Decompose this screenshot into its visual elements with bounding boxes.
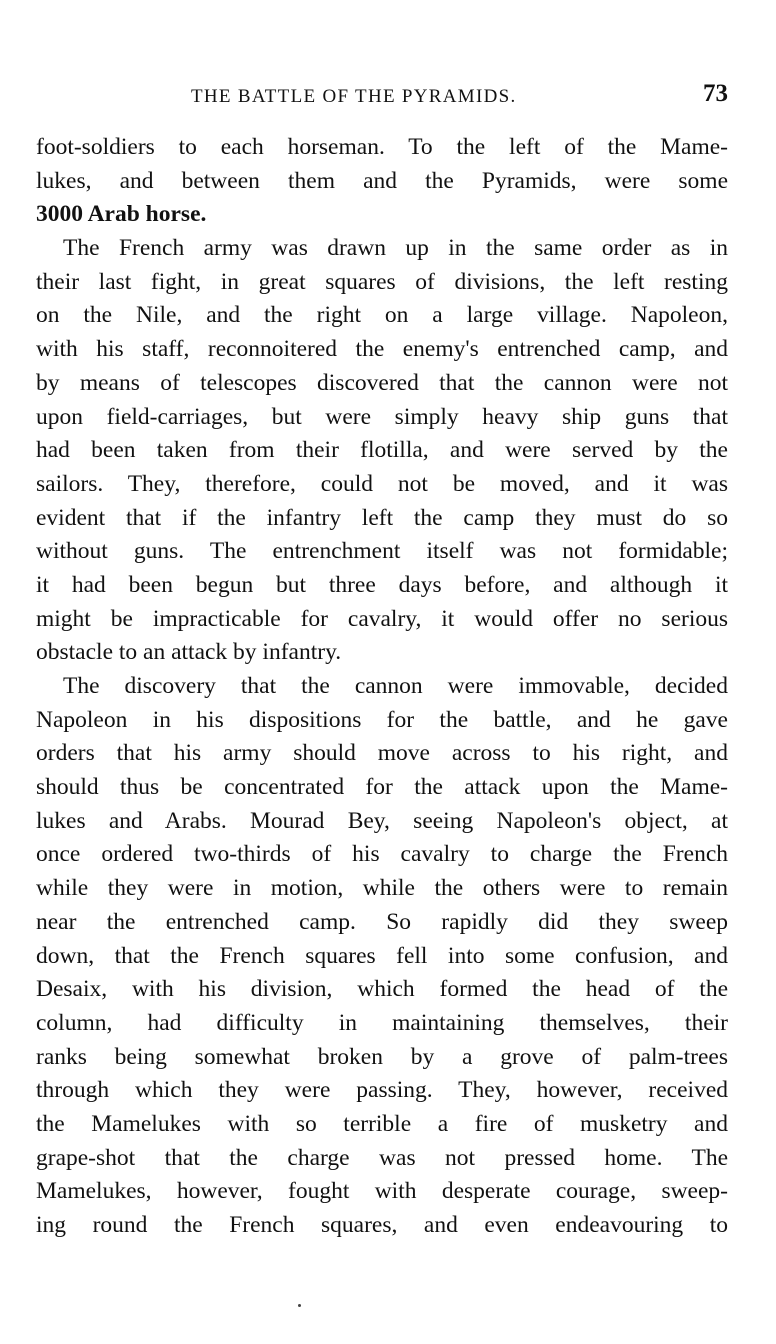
text-line: Mamelukes, however, fought with desperate courage, sweep- <box>36 1178 728 1205</box>
text-line: once ordered two-thirds of his cavalry to charge the French <box>36 841 728 868</box>
text-line: 3000 Arab horse. <box>36 201 207 228</box>
text-line: The French army was drawn up in the same order as in <box>63 235 728 262</box>
text-line: the Mamelukes with so terrible a fire of musketry and <box>36 1110 728 1137</box>
text-line: down, that the French squares fell into some confusion, and <box>36 942 728 969</box>
text-line: through which they were passing. They, however, received <box>36 1077 728 1104</box>
text-line: by means of telescopes discovered that the cannon were not <box>36 369 728 396</box>
text-line: upon field-carriages, but were simply heavy ship guns that <box>36 403 728 430</box>
text-line: should thus be concentrated for the attack upon the Mame- <box>36 774 728 801</box>
running-title: THE BATTLE OF THE PYRAMIDS. <box>191 86 517 107</box>
text-line: lukes, and between them and the Pyramids, were some <box>36 167 728 194</box>
text-line: foot-soldiers to each horseman. To the left of the Mame- <box>36 134 728 160</box>
body-text <box>36 131 728 1243</box>
page-number: 73 <box>703 80 728 107</box>
text-line: their last fight, in great squares of divisions, the left resting <box>36 268 728 295</box>
text-line: evident that if the infantry left the camp they must do so <box>36 504 728 531</box>
text-line: might be impracticable for cavalry, it would offer no serious <box>36 605 728 632</box>
text-line: on the Nile, and the right on a large village. Napoleon, <box>36 302 728 329</box>
text-line: orders that his army should move across to his right, and <box>36 740 728 767</box>
text-line: obstacle to an attack by infantry. <box>36 639 342 666</box>
text-line: column, had difficulty in maintaining themselves, their <box>36 1009 728 1036</box>
text-line: Desaix, with his division, which formed the head of the <box>36 976 728 1003</box>
text-line: ranks being somewhat broken by a grove of palm-trees <box>36 1043 728 1070</box>
text-line: Napoleon in his dispositions for the battle, and he gave <box>36 706 728 733</box>
text-line: ing round the French squares, and even endeavouring to <box>36 1212 728 1238</box>
text-line: while they were in motion, while the others were to remain <box>36 875 728 902</box>
text-line: near the entrenched camp. So rapidly did they sweep <box>36 908 728 935</box>
text-line: had been taken from their flotilla, and were served by the <box>36 437 728 464</box>
text-line: sailors. They, therefore, could not be moved, and it was <box>36 470 728 497</box>
text-line: lukes and Arabs. Mourad Bey, seeing Napoleon's object, at <box>36 807 728 834</box>
text-line: without guns. The entrenchment itself was not formidable; <box>36 538 728 565</box>
text-line: it had been begun but three days before, and although it <box>36 571 728 598</box>
text-line: grape-shot that the charge was not pressed home. The <box>36 1144 728 1171</box>
text-line: The discovery that the cannon were immovable, decided <box>63 673 728 699</box>
scan-speck <box>298 1304 301 1307</box>
running-head <box>36 80 728 112</box>
text-line: with his staff, reconnoitered the enemy's entrenched camp, and <box>36 336 728 363</box>
